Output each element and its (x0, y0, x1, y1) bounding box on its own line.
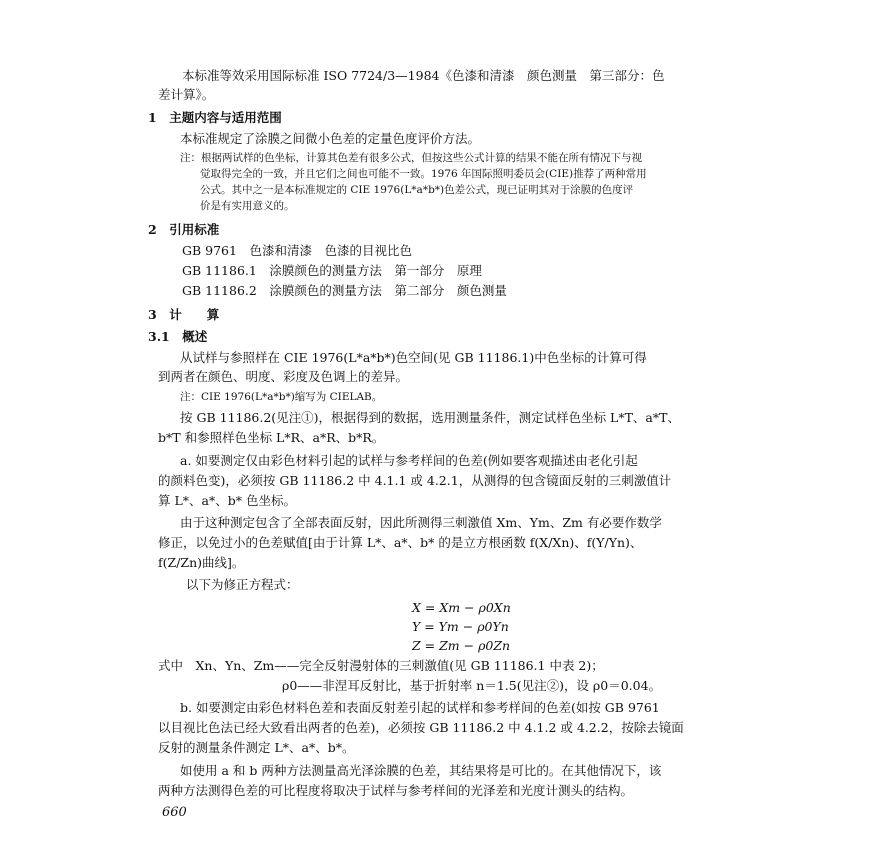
reference-standard-item: GB 11186.2 涂膜颜色的测量方法 第二部分 颜色测量 (182, 283, 507, 298)
equation-z: Z = Zm − ρ0Zn (412, 638, 511, 653)
method-a-line: 算 L*、a*、b* 色坐标。 (158, 493, 296, 508)
where-clause-line: ρ0——非涅耳反射比，基于折射率 n＝1.5(见注②)，设 ρ0＝0.04。 (282, 678, 662, 693)
intro-line-2: 差计算》。 (158, 87, 215, 102)
method-a-line: 的颜料色变)，必须按 GB 11186.2 中 4.1.1 或 4.2.1，从测得的包含镜面反射的三刺激值计 (158, 473, 672, 488)
section-3-1-paragraph-line: 从试样与参照样在 CIE 1976(L*a*b*)色空间(见 GB 11186.1)中色坐标的计算可得 (180, 350, 647, 365)
method-b-line: 反射的测量条件测定 L*、a*、b*。 (158, 740, 355, 755)
section-3-heading: 3 计 算 (148, 307, 220, 322)
measure-paragraph-line: 按 GB 11186.2(见注①)，根据得到的数据，选用测量条件，测定试样色坐标 L*T、a*T、 (180, 410, 680, 425)
reference-standard-item: GB 11186.1 涂膜颜色的测量方法 第一部分 原理 (182, 263, 482, 278)
equation-x: X = Xm − ρ0Xn (412, 600, 511, 615)
section-2-heading: 2 引用标准 (148, 222, 220, 237)
equations-intro: 以下为修正方程式： (186, 577, 299, 592)
measure-paragraph-line: b*T 和参照样色坐标 L*R、a*R、b*R。 (158, 430, 385, 445)
section-1-note-line: 注：根据两试样的色坐标，计算其色差有很多公式，但按这些公式计算的结果不能在所有情况下与视 (180, 152, 642, 164)
equation-y: Y = Ym − ρ0Yn (412, 619, 509, 634)
section-1-note-line: 公式。其中之一是本标准规定的 CIE 1976(L*a*b*)色差公式，现已证明其对于涂膜的色度评 (200, 184, 634, 196)
method-b-line: b. 如要测定由彩色材料色差和表面反射差引起的试样和参考样间的色差(如按 GB 9761 (180, 700, 660, 715)
correction-paragraph-line: 修正，以免过小的色差赋值[由于计算 L*、a*、b* 的是立方根函数 f(X/Xn)、f(Y/Yn)、 (158, 535, 643, 550)
correction-paragraph-line: 由于这种测定包含了全部表面反射，因此所测得三刺激值 Xm、Ym、Zm 有必要作数学 (180, 515, 662, 530)
page-number: 660 (162, 805, 187, 820)
intro-line-1: 本标准等效采用国际标准 ISO 7724/3—1984《色漆和清漆 颜色测量 第三部分：色 (182, 68, 665, 83)
reference-standard-item: GB 9761 色漆和清漆 色漆的目视比色 (182, 243, 412, 258)
section-1-note-line: 觉取得完全的一致，并且它们之间也可能不一致。1976 年国际照明委员会(CIE)推荐了两种常用 (200, 168, 647, 180)
cielab-note: 注：CIE 1976(L*a*b*)缩写为 CIELAB。 (180, 391, 383, 403)
method-b-line: 以目视比色法已经大致看出两者的色差)，必须按 GB 11186.2 中 4.1.2 或 4.2.2，按除去镜面 (158, 720, 684, 735)
section-3-1-paragraph-line: 到两者在颜色、明度、彩度及色调上的差异。 (158, 369, 409, 384)
method-a-line: a. 如要测定仅由彩色材料引起的试样与参考样间的色差(例如要客观描述由老化引起 (180, 453, 638, 468)
comparability-paragraph-line: 两种方法测得色差的可比程度将取决于试样与参考样间的光泽差和光度计测头的结构。 (158, 783, 634, 798)
section-1-heading: 1 主题内容与适用范围 (148, 110, 282, 125)
comparability-paragraph-line: 如使用 a 和 b 两种方法测量高光泽涂膜的色差，其结果将是可比的。在其他情况下，该 (180, 763, 662, 778)
section-1-paragraph: 本标准规定了涂膜之间微小色差的定量色度评价方法。 (180, 131, 481, 146)
where-clause-line: 式中 Xn、Yn、Zm——完全反射漫射体的三刺激值(见 GB 11186.1 中表 2)； (158, 658, 604, 673)
section-3-1-heading: 3.1 概述 (148, 329, 208, 344)
section-1-note-line: 价是有实用意义的。 (200, 200, 295, 212)
correction-paragraph-line: f(Z/Zn)曲线]。 (158, 555, 245, 570)
